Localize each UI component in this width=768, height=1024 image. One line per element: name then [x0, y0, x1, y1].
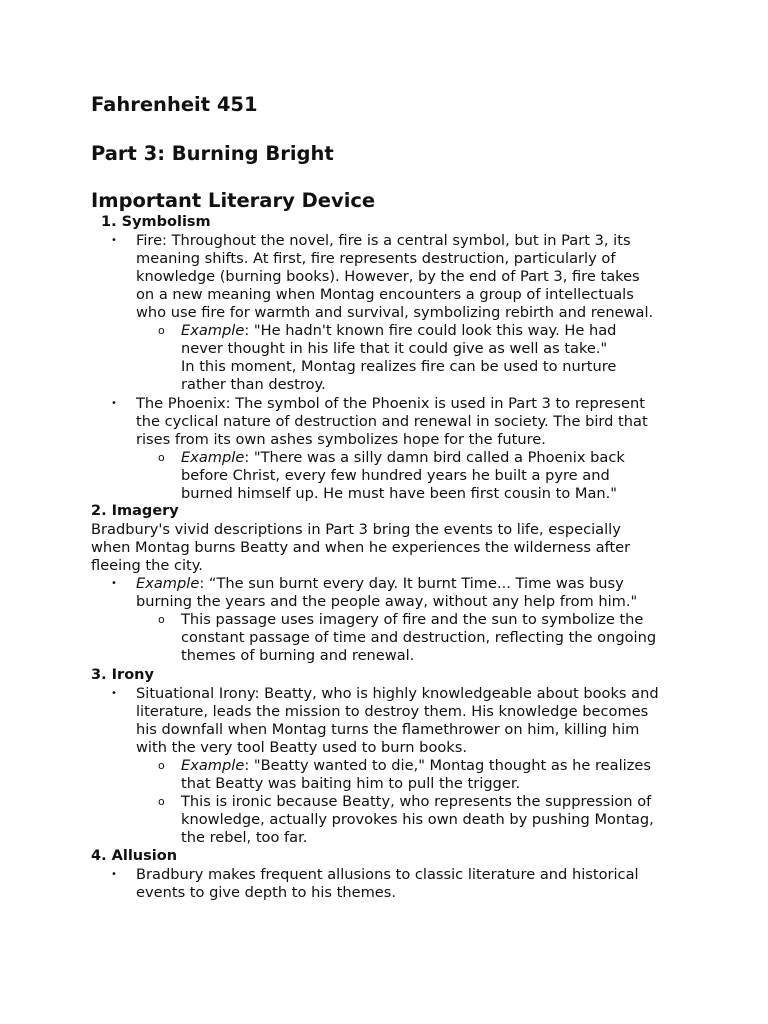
bullet-icon: •	[111, 869, 117, 880]
irony-note: This is ironic because Beatty, who represents the suppression of knowledge, actually provokes his own death by pushing Montag, the rebel, too far.	[181, 793, 654, 847]
fire-paragraph: Fire: Throughout the novel, fire is a central symbol, but in Part 3, its meaning shifts. At first, fire represents destruction, particularly of knowledge (burning books). However, by the end of Part 3, fire takes on a new meaning when Montag encounters a group of intellectuals who use fire for warmth and survival, symbolizing rebirth and renewal.	[136, 232, 654, 322]
irony-paragraph: Situational Irony: Beatty, who is highly knowledgeable about books and literature, leads the mission to destroy them. His knowledge becomes his downfall when Montag turns the flamethrower on him, killing him with the very tool Beatty used to burn books.	[136, 685, 659, 757]
allusion-heading: 4. Allusion	[91, 848, 178, 864]
bullet-icon: •	[111, 235, 117, 246]
imagery-example: Example: “The sun burnt every day. It burnt Time... Time was busy burning the years and the people away, without any help from him."	[136, 575, 638, 611]
circle-bullet-icon: o	[158, 795, 165, 808]
phoenix-paragraph: The Phoenix: The symbol of the Phoenix is used in Part 3 to represent the cyclical nature of destruction and renewal in society. The bird that rises from its own ashes symbolizes hope for the future.	[136, 395, 648, 449]
circle-bullet-icon: o	[158, 451, 165, 464]
circle-bullet-icon: o	[158, 324, 165, 337]
literary-device-heading: Important Literary Device	[91, 189, 376, 212]
part-heading: Part 3: Burning Bright	[91, 142, 334, 165]
imagery-paragraph: Bradbury's vivid descriptions in Part 3 bring the events to life, especially when Montag burns Beatty and when he experiences the wilderness after fleeing the city.	[91, 521, 631, 575]
bullet-icon: •	[111, 688, 117, 699]
fire-example: Example: "He hadn't known fire could look this way. He had never thought in his life that it could give as well as take." In this moment, Montag realizes fire can be used to nurture rather than destroy.	[181, 322, 617, 394]
phoenix-example: Example: "There was a silly damn bird called a Phoenix back before Christ, every few hundred years he built a pyre and burned himself up. He must have been first cousin to Man."	[181, 449, 625, 503]
irony-heading: 3. Irony	[91, 667, 154, 683]
circle-bullet-icon: o	[158, 759, 165, 772]
document-title: Fahrenheit 451	[91, 93, 258, 116]
bullet-icon: •	[111, 398, 117, 409]
symbolism-heading: 1. Symbolism	[101, 214, 211, 230]
imagery-note: This passage uses imagery of fire and the sun to symbolize the constant passage of time and destruction, reflecting the ongoing themes of burning and renewal.	[181, 611, 657, 665]
irony-example: Example: "Beatty wanted to die," Montag thought as he realizes that Beatty was baiting him to pull the trigger.	[181, 757, 651, 793]
bullet-icon: •	[111, 578, 117, 589]
allusion-paragraph: Bradbury makes frequent allusions to classic literature and historical events to give depth to his themes.	[136, 866, 639, 902]
imagery-heading: 2. Imagery	[91, 503, 179, 519]
circle-bullet-icon: o	[158, 613, 165, 626]
